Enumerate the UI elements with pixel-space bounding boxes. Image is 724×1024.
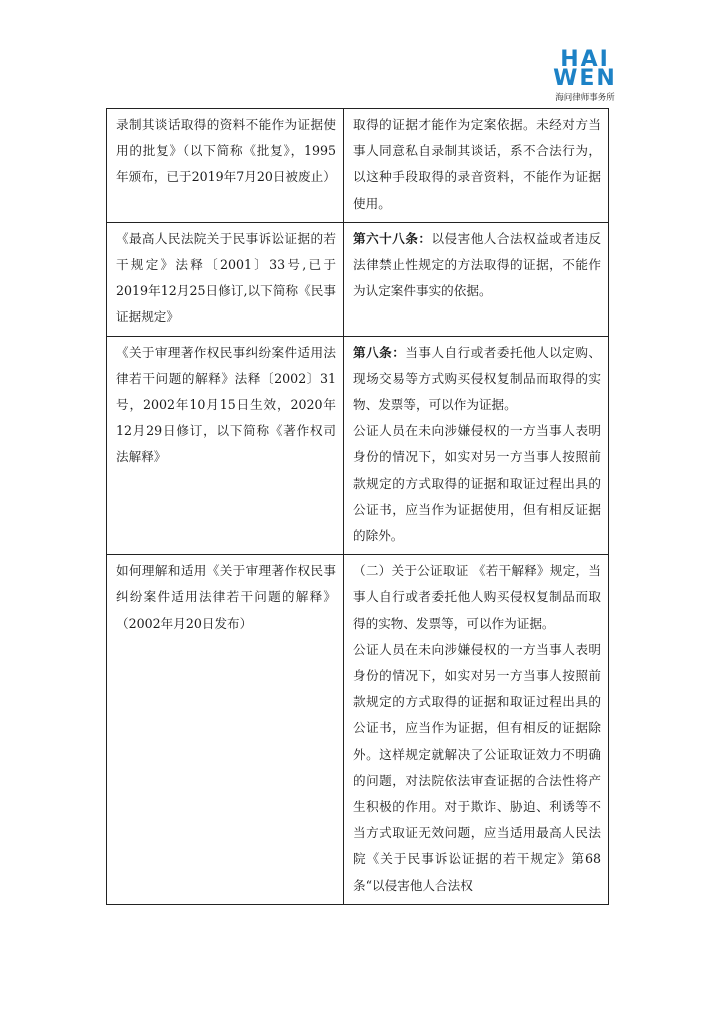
legal-provisions-table bbox=[106, 108, 609, 905]
table-cell-source bbox=[107, 336, 344, 555]
logo-text-wen: WEN bbox=[553, 66, 617, 91]
provision-text: 以侵害他人合法权益或者违反法律禁止性规定的方法取得的证据，不能作为认定案件事实的依据。 bbox=[353, 230, 601, 299]
provision-text: 公证人员在未向涉嫌侵权的一方当事人表明身份的情况下，如实对另一方当事人按照前款规定的方式取得的证据和取证过程出具的公证书，应当作为证据，但有相反的证据除外。这样规定就解决了公证取证效力不明确的问题，对法院依法审查证据的合法性将产生积极的作用。对于欺诈、胁迫、利诱等不当方式取证无效问题，应当适用最高人民法院《关于民事诉讼证据的若干规定》第68条“以侵害他人合法权 bbox=[353, 641, 601, 893]
provision-paragraph bbox=[353, 558, 601, 637]
source-text: 《最高人民法院关于民事诉讼证据的若干规定》法释〔2001〕33号,已于2019年12月25日修订,以下简称《民事证据规定》 bbox=[116, 230, 336, 325]
table-cell-provision bbox=[344, 109, 609, 223]
provision-paragraph bbox=[353, 340, 601, 419]
haiwen-logo bbox=[553, 47, 617, 103]
provision-paragraph bbox=[353, 637, 601, 899]
article-label: 第八条： bbox=[353, 344, 406, 360]
table-row bbox=[107, 109, 609, 223]
table-cell-provision bbox=[344, 222, 609, 336]
table-cell-provision bbox=[344, 555, 609, 905]
table-cell-source bbox=[107, 555, 344, 905]
source-text: 《关于审理著作权民事纠纷案件适用法律若干问题的解释》法释〔2002〕31号，2002年10月15日生效，2020年12月29日修订，以下简称《著作权司法解释》 bbox=[116, 344, 336, 465]
logo-text-hai: HAI bbox=[560, 47, 610, 72]
provision-paragraph bbox=[353, 418, 601, 549]
source-text: 如何理解和适用《关于审理著作权民事纠纷案件适用法律若干问题的解释》（2002年月20日发布） bbox=[116, 563, 336, 631]
table-cell-source bbox=[107, 109, 344, 223]
provision-text: 取得的证据才能作为定案依据。未经对方当事人同意私自录制其谈话，系不合法行为，以这种手段取得的录音资料，不能作为证据使用。 bbox=[353, 117, 601, 211]
source-text: 录制其谈话取得的资料不能作为证据使用的批复》（以下简称《批复》，1995年颁布，已于2019年7月20日被废止） bbox=[116, 117, 336, 185]
provision-paragraph bbox=[353, 226, 601, 305]
table-row bbox=[107, 222, 609, 336]
table-cell-source bbox=[107, 222, 344, 336]
provision-text: （二）关于公证取证 《若干解释》规定，当事人自行或者委托他人购买侵权复制品而取得的实物、发票等，可以作为证据。 bbox=[353, 563, 601, 631]
provision-paragraph bbox=[353, 112, 601, 217]
logo-chinese-name: 海问律师事务所 bbox=[555, 93, 615, 103]
provision-text: 当事人自行或者委托他人以定购、现场交易等方式购买侵权复制品而取得的实物、发票等，可以作为证据。 bbox=[353, 344, 601, 413]
provision-text: 公证人员在未向涉嫌侵权的一方当事人表明身份的情况下，如实对另一方当事人按照前款规定的方式取得的证据和取证过程出具的公证书，应当作为证据使用，但有相反证据的除外。 bbox=[353, 423, 601, 544]
table-row bbox=[107, 555, 609, 905]
article-label: 第六十八条： bbox=[353, 230, 432, 246]
table-cell-provision bbox=[344, 336, 609, 555]
table-row bbox=[107, 336, 609, 555]
